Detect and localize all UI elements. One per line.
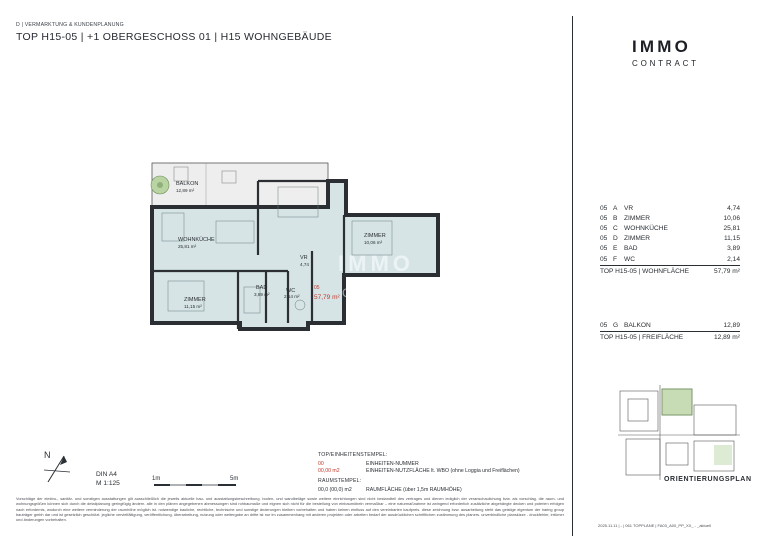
room-label-zimmer-d: ZIMMER — [184, 297, 206, 303]
row-name: VR — [624, 204, 634, 212]
watermark-main: IMMO — [338, 251, 414, 276]
brand-logo — [632, 38, 712, 68]
watermark-sub: CONTRACT — [342, 286, 433, 300]
total-value: 57,79 m² — [713, 268, 740, 276]
room-label-wc: WC — [286, 288, 296, 294]
row-letter: F — [613, 255, 618, 263]
table-row — [600, 254, 740, 264]
row-area: 25,81 — [723, 224, 740, 232]
plant-icon — [151, 176, 169, 194]
living-area-total — [600, 265, 740, 275]
orientation-plan-label: ORIENTIERUNGSPLAN — [664, 476, 752, 483]
row-unit: 05 — [600, 204, 608, 212]
row-area: 2,14 — [727, 255, 740, 263]
footer-reference: 2025.11.11 | - | 061 TOPPLÄNE | FA03_A00_PP_XX_ - _aktuell — [598, 523, 711, 528]
logo-main-text: IMMO — [632, 37, 692, 56]
logo-sub-text: CONTRACT — [632, 59, 699, 68]
stamp-code: 00 — [318, 461, 324, 467]
room-label-wohnkueche: WOHNKÜCHE — [178, 237, 215, 243]
vertical-divider — [572, 16, 573, 536]
highlighted-building — [662, 389, 692, 415]
stamp-text: EINHEITEN-NUMMER — [366, 461, 419, 467]
row-area: 10,06 — [723, 214, 740, 222]
header-eyebrow: D | VERMARKTUNG & KUNDENPLANUNG — [16, 22, 124, 28]
table-row — [600, 244, 740, 254]
room-area-zimmer-d: 11,15 m² — [184, 304, 202, 309]
unit-area-label: 57,79 m² — [314, 294, 340, 301]
row-letter: E — [613, 245, 618, 253]
room-area-vr: 4,74 — [300, 262, 309, 267]
room-stamp-title: RAUMSTEMPEL: — [318, 478, 362, 485]
stamp-row — [318, 487, 558, 494]
row-letter: G — [613, 321, 619, 329]
floor-plan — [138, 155, 458, 345]
row-unit: 05 — [600, 255, 608, 263]
row-letter: C — [613, 224, 618, 232]
orientation-map — [618, 385, 740, 480]
room-area-zimmer-b: 10,06 m² — [364, 240, 383, 245]
paper-size: DIN A4 — [96, 471, 117, 478]
row-unit: 05 — [600, 245, 608, 253]
stamp-text: EINHEITEN-NUTZFLÄCHE lt. WBO (ohne Loggia und Freiflächen) — [366, 467, 520, 474]
legal-disclaimer: Vorschläge der elektro-, sanitär- und sonstigen ausstattungen gilt ausschließlich die jeweils aktuelle bau- und ausstattungsbeschreibung. boden- und wandbeläge sowie weitere einrichtungen sind nicht bestandteil des vertrages und dienen lediglich der veranschaulichung bzw. als vorschlag. die raum- und wohnungsgrößen können sich durch die detailplanung geringfügig ändern. alle in den plänen angegebenen abmessungen sind rohbaumaße und eignen sich nicht für die bestellung von einbaumöbeln vermaßbar – eine naturmaßnahme ist zwingend erforderlich zusätzliche abgehängte decken und poterien erfolgen nach erfordernis, wodurch eine weitere verminderung der raumhöhe möglich ist. notwendige bauliche, rechtliche, technische und sonstige änderungen bleiben vorbehalten und haben keinen einfluss auf den vereinbarten kaufpreis. diese zeichnung bzw. ausarbeitung steht das geistige eigentum der haring group bauträger gmbh dar und ist gesetzlich geschützt. jegliche vervielfältigung, veröffentlichung, überarbeitung, nutzung oder weitergabe an dritte ist nur im zusammenhang mit anderen projekten oder arbeiten bedarf der ausdrücklichen schriftlichen zustimmung des planers. unverbindliche planskizze - druckfehler, irrtümer und änderungen vorbehalten. — [16, 496, 564, 523]
row-area: 11,15 — [723, 235, 740, 243]
north-arrow-icon — [40, 448, 74, 488]
scale-bar — [148, 474, 248, 492]
stamp-row — [318, 461, 558, 468]
row-letter: B — [613, 214, 618, 222]
room-area-wohnkueche: 25,81 m² — [178, 244, 197, 249]
row-area: 4,74 — [727, 204, 740, 212]
north-label: N — [44, 450, 51, 460]
table-row — [600, 223, 740, 233]
free-area-table — [600, 320, 740, 341]
row-letter: A — [613, 204, 618, 212]
row-name: ZIMMER — [624, 235, 651, 243]
stamp-legend — [318, 452, 558, 494]
row-unit: 05 — [600, 224, 608, 232]
row-unit: 05 — [600, 214, 608, 222]
table-row — [600, 213, 740, 223]
free-area-total — [600, 331, 740, 341]
stamp-row — [318, 468, 558, 475]
row-name: WOHNKÜCHE — [624, 224, 668, 232]
scale-label-1m: 1m — [152, 476, 161, 482]
table-row — [600, 320, 740, 330]
row-name: WC — [624, 255, 635, 263]
room-area-table — [600, 203, 740, 275]
row-area: 3,89 — [727, 245, 740, 253]
row-name: ZIMMER — [624, 214, 651, 222]
room-area-wc: 2,14 m² — [284, 294, 300, 299]
unit-number-label: 05 — [314, 285, 320, 291]
room-label-balkon: BALKON — [176, 181, 199, 187]
row-unit: 05 — [600, 235, 608, 243]
table-row — [600, 234, 740, 244]
table-row — [600, 203, 740, 213]
stamp-code: 00,00 m2 — [318, 467, 340, 474]
drawing-scale: M 1:125 — [96, 480, 120, 487]
row-name: BAD — [624, 245, 638, 253]
room-area-bad: 3,89 m² — [254, 292, 270, 297]
stamp-text: RAUMFLÄCHE (über 1,5m RAUMHÖHE) — [366, 487, 462, 494]
total-value: 12,89 m² — [713, 334, 740, 342]
scale-label-5m: 5m — [230, 476, 239, 482]
total-label: TOP H15-05 | FREIFLÄCHE — [600, 334, 684, 342]
room-label-vr: VR — [300, 255, 308, 261]
stamp-code: 00,0 (00,0) m2 — [318, 487, 352, 494]
room-area-balkon: 12,89 m² — [176, 188, 195, 193]
room-label-zimmer-b: ZIMMER — [364, 233, 386, 239]
room-label-bad: BAD — [256, 285, 268, 291]
row-area: 12,89 — [723, 321, 740, 329]
row-name: BALKON — [624, 321, 651, 329]
paper-format — [96, 470, 120, 488]
row-unit: 05 — [600, 321, 608, 329]
page-title: TOP H15-05 | +1 OBERGESCHOSS 01 | H15 WOHNGEBÄUDE — [16, 31, 332, 43]
stamp-title: TOP/EINHEITENSTEMPEL: — [318, 452, 388, 458]
row-letter: D — [613, 235, 618, 243]
total-label: TOP H15-05 | WOHNFLÄCHE — [600, 268, 690, 276]
